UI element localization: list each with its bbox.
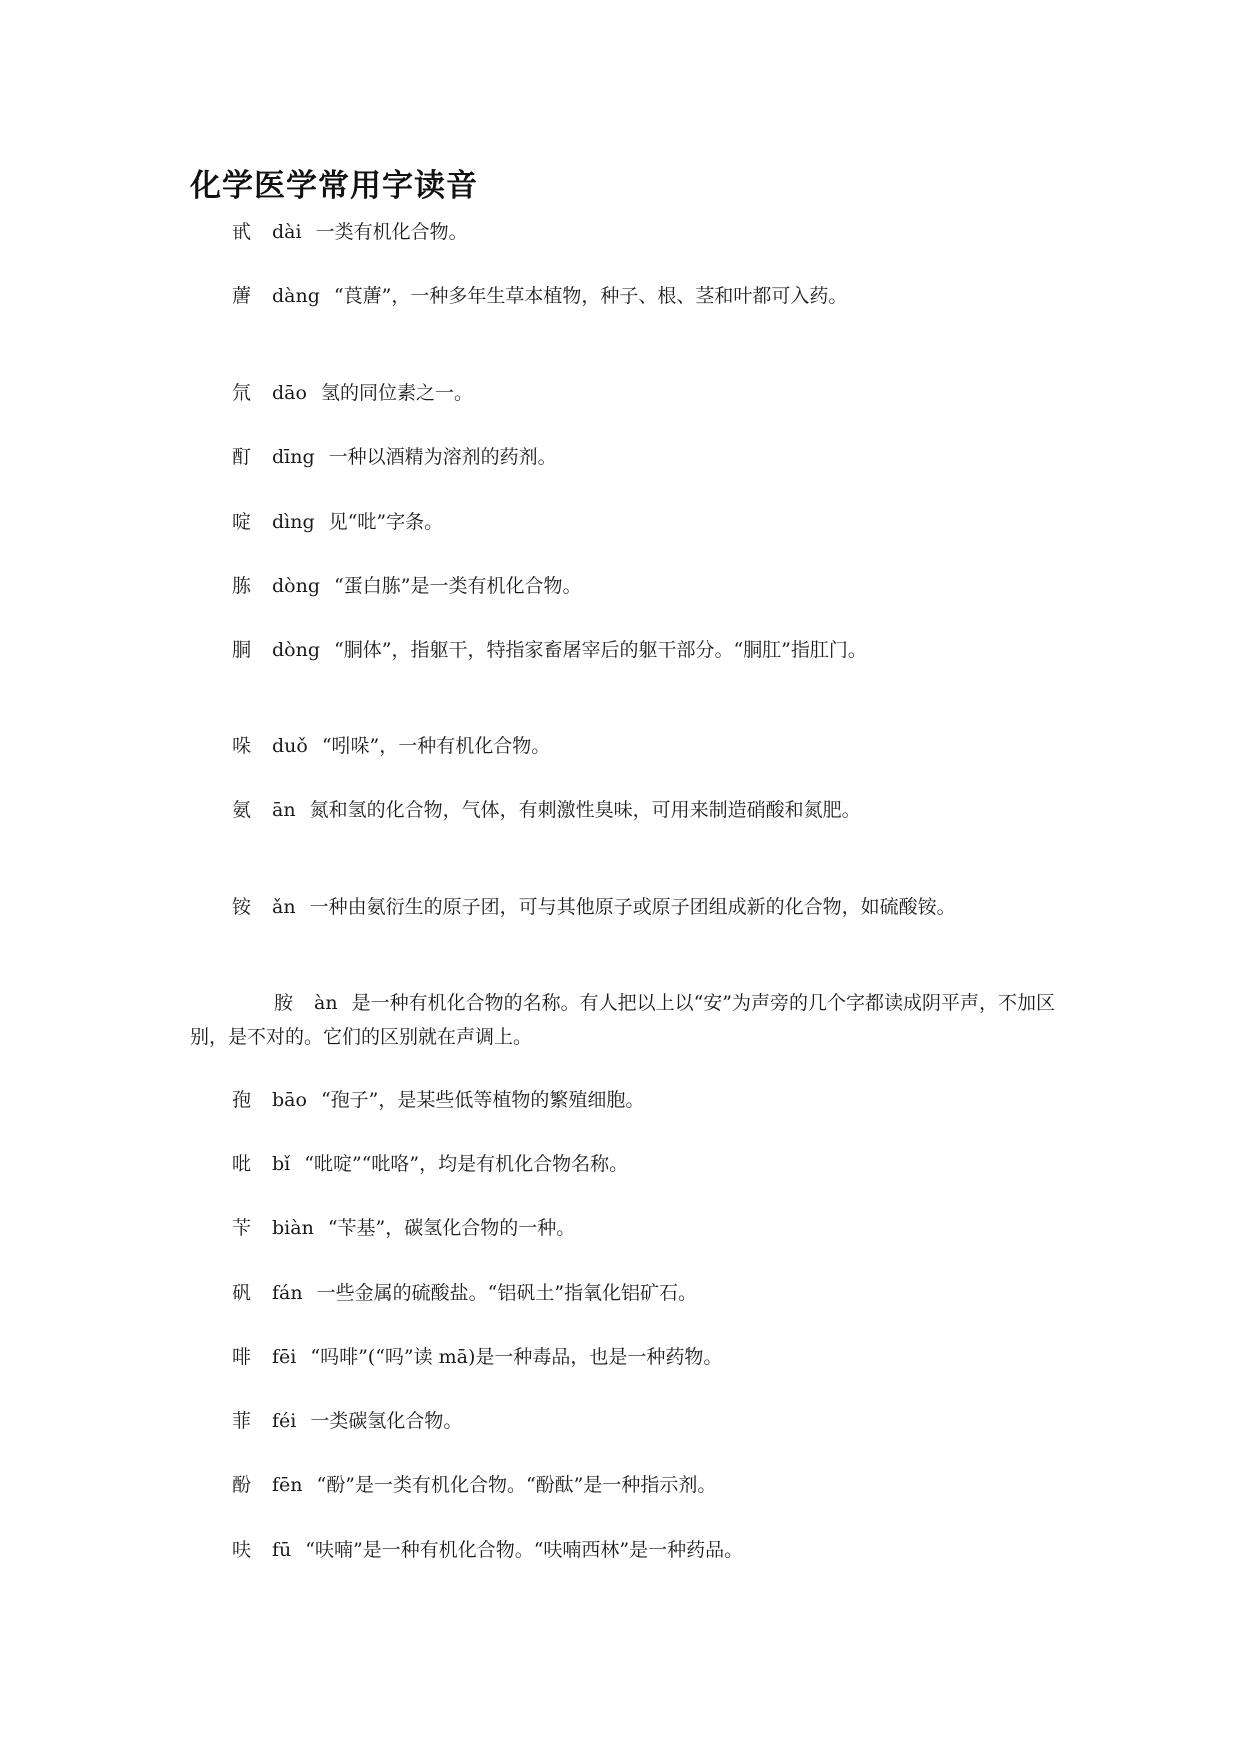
entry-definition: “酚”是一类有机化合物。“酚酞”是一种指示剂。 (316, 1474, 717, 1496)
entry-char: 胺 (274, 992, 294, 1014)
entry-fen (232, 1468, 716, 1502)
entry-definition: 一些金属的硫酸盐。“铝矾土”指氧化铝矿石。 (316, 1282, 698, 1304)
entry-char: 胨 (232, 575, 252, 597)
entry-ding1 (232, 440, 557, 474)
entry-pinyin: dòng (272, 575, 321, 597)
entry-definition: 氮和氢的化合物，气体，有刺激性臭味，可用来制造硝酸和氮肥。 (309, 799, 861, 821)
entry-pinyin: biàn (272, 1217, 314, 1239)
entry-definition: “呋喃”是一种有机化合物。“呋喃西林”是一种药品。 (305, 1539, 744, 1561)
entry-definition: 一类碳氢化合物。 (310, 1410, 463, 1432)
entry-pinyin: dāo (272, 382, 307, 404)
entry-definition: 是一种有机化合物的名称。有人把以上以“安”为声旁的几个字都读成阴平声，不加区别，是不对的。它们的区别就在声调上。 (190, 992, 1056, 1048)
entry-char: 铵 (232, 896, 252, 918)
entry-fan (232, 1276, 697, 1310)
entry-fei2 (232, 1404, 462, 1438)
entry-bao (232, 1083, 644, 1117)
entry-an3 (232, 890, 956, 924)
entry-dao (232, 376, 473, 410)
entry-char: 酊 (232, 446, 252, 468)
entry-char: 啡 (232, 1346, 252, 1368)
entry-dong-peptone (232, 569, 581, 603)
entry-definition: 一种以酒精为溶剂的药剂。 (328, 446, 557, 468)
entry-char: 菲 (232, 1410, 252, 1432)
entry-dang (232, 279, 847, 313)
entry-char: 呋 (232, 1539, 252, 1561)
entry-char: 甙 (232, 221, 252, 243)
entry-char: 苄 (232, 1217, 252, 1239)
entry-char: 氨 (232, 799, 252, 821)
entry-fu (232, 1533, 743, 1567)
entry-duo (232, 729, 550, 763)
entry-pinyin: dīng (272, 446, 315, 468)
entry-pinyin: dòng (272, 639, 321, 661)
entry-dai (232, 215, 468, 249)
entry-pinyin: dài (272, 221, 302, 243)
entry-definition: “吗啡”(“吗”读 mā)是一种毒品，也是一种药物。 (310, 1346, 723, 1368)
entry-pinyin: dìng (272, 511, 315, 533)
entry-pinyin: bāo (272, 1089, 307, 1111)
entry-definition: “吲哚”，一种有机化合物。 (321, 735, 551, 757)
entry-definition: “莨蓎”，一种多年生草本植物，种子、根、茎和叶都可入药。 (333, 285, 848, 307)
entry-definition: “苄基”，碳氢化合物的一种。 (327, 1217, 576, 1239)
entry-pinyin: bǐ (272, 1153, 291, 1175)
entry-definition: 见“吡”字条。 (328, 511, 444, 533)
entry-pinyin: duǒ (272, 735, 308, 757)
entry-an4 (190, 986, 1090, 1054)
entry-char: 吡 (232, 1153, 252, 1175)
entry-definition: “吡啶”“吡咯”，均是有机化合物名称。 (304, 1153, 629, 1175)
entry-pinyin: fū (272, 1539, 292, 1561)
entry-char: 氘 (232, 382, 252, 404)
entry-dong-trunk (232, 633, 867, 667)
entry-definition: “孢子”，是某些低等植物的繁殖细胞。 (320, 1089, 645, 1111)
entry-pinyin: ān (272, 799, 296, 821)
page-title: 化学医学常用字读音 (190, 168, 478, 204)
entry-pinyin: àn (314, 992, 338, 1014)
entry-pinyin: fēi (272, 1346, 297, 1368)
entry-bian (232, 1211, 575, 1245)
entry-pinyin: fēn (272, 1474, 303, 1496)
entry-pinyin: féi (272, 1410, 297, 1432)
entry-char: 蓎 (232, 285, 252, 307)
entry-char: 孢 (232, 1089, 252, 1111)
entry-char: 哚 (232, 735, 252, 757)
entry-pinyin: ǎn (272, 896, 296, 918)
entry-an1 (232, 793, 861, 827)
entry-definition: 一种由氨衍生的原子团，可与其他原子或原子团组成新的化合物，如硫酸铵。 (309, 896, 956, 918)
entry-char: 胴 (232, 639, 252, 661)
entry-bi (232, 1147, 628, 1181)
entry-pinyin: fán (272, 1282, 303, 1304)
entry-char: 矾 (232, 1282, 252, 1304)
entry-definition: “蛋白胨”是一类有机化合物。 (334, 575, 582, 597)
entry-definition: “胴体”，指躯干，特指家畜屠宰后的躯干部分。“胴肛”指肛门。 (334, 639, 867, 661)
entry-char: 酚 (232, 1474, 252, 1496)
entry-definition: 氢的同位素之一。 (320, 382, 473, 404)
entry-ding4 (232, 505, 443, 539)
entry-pinyin: dàng (272, 285, 320, 307)
entry-definition: 一类有机化合物。 (315, 221, 468, 243)
entry-fei1 (232, 1340, 722, 1374)
entry-char: 啶 (232, 511, 252, 533)
